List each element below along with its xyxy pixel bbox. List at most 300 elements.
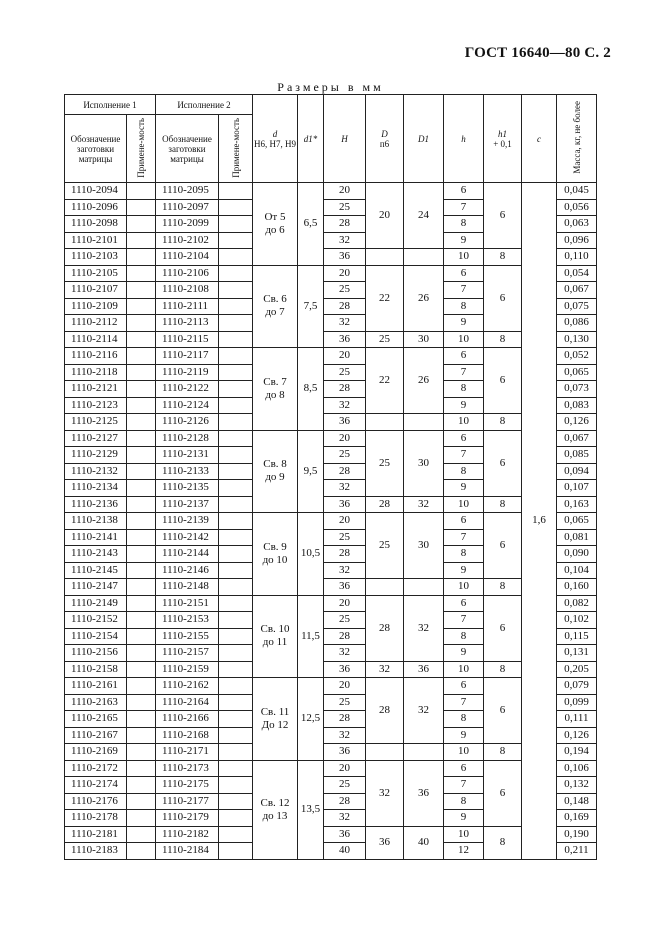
D-value: 28 <box>366 496 404 513</box>
h-value: 8 <box>444 793 484 810</box>
d1-value: 6,5 <box>298 183 324 266</box>
designation-1: 1110-2174 <box>65 777 127 794</box>
mass-value: 0,073 <box>557 381 597 398</box>
designation-1: 1110-2176 <box>65 793 127 810</box>
mass-value: 0,083 <box>557 397 597 414</box>
d-range: Св. 9 до 10 <box>253 513 298 596</box>
table-row <box>65 496 597 513</box>
h-value: 9 <box>444 315 484 332</box>
H-value: 20 <box>324 595 366 612</box>
designation-2: 1110-2097 <box>156 199 219 216</box>
applicability-2 <box>219 727 253 744</box>
applicability-2 <box>219 546 253 563</box>
designation-2: 1110-2159 <box>156 661 219 678</box>
mass-value: 0,132 <box>557 777 597 794</box>
designation-2: 1110-2108 <box>156 282 219 299</box>
applicability-2 <box>219 595 253 612</box>
h-value: 7 <box>444 282 484 299</box>
designation-2: 1110-2173 <box>156 760 219 777</box>
D-value <box>366 414 404 431</box>
designation-2: 1110-2164 <box>156 694 219 711</box>
applicability-1 <box>127 282 156 299</box>
table-row <box>65 331 597 348</box>
h1-value: 6 <box>484 678 522 744</box>
H-value: 40 <box>324 843 366 860</box>
mass-value: 0,106 <box>557 760 597 777</box>
applicability-2 <box>219 777 253 794</box>
designation-1: 1110-2127 <box>65 430 127 447</box>
D1-value: 40 <box>404 826 444 859</box>
H-value: 36 <box>324 496 366 513</box>
applicability-1 <box>127 529 156 546</box>
applicability-1 <box>127 463 156 480</box>
designation-1: 1110-2134 <box>65 480 127 497</box>
mass-value: 0,131 <box>557 645 597 662</box>
applicability-2 <box>219 381 253 398</box>
mass-value: 0,082 <box>557 595 597 612</box>
d1-value: 9,5 <box>298 430 324 513</box>
designation-1: 1110-2165 <box>65 711 127 728</box>
header-h1: h1 + 0,1 <box>484 95 522 183</box>
h-value: 7 <box>444 694 484 711</box>
D1-value: 30 <box>404 331 444 348</box>
H-value: 25 <box>324 529 366 546</box>
H-value: 32 <box>324 480 366 497</box>
applicability-1 <box>127 232 156 249</box>
applicability-1 <box>127 496 156 513</box>
H-value: 20 <box>324 760 366 777</box>
designation-2: 1110-2104 <box>156 249 219 266</box>
h-value: 7 <box>444 529 484 546</box>
designation-1: 1110-2129 <box>65 447 127 464</box>
H-value: 25 <box>324 612 366 629</box>
table-row <box>65 744 597 761</box>
applicability-1 <box>127 661 156 678</box>
applicability-1 <box>127 513 156 530</box>
applicability-2 <box>219 678 253 695</box>
D-value: 22 <box>366 348 404 414</box>
applicability-2 <box>219 447 253 464</box>
H-value: 25 <box>324 694 366 711</box>
D-value: 28 <box>366 678 404 744</box>
mass-value: 0,110 <box>557 249 597 266</box>
designation-1: 1110-2178 <box>65 810 127 827</box>
designation-2: 1110-2166 <box>156 711 219 728</box>
designation-2: 1110-2102 <box>156 232 219 249</box>
D1-value <box>404 744 444 761</box>
designation-1: 1110-2109 <box>65 298 127 315</box>
h-value: 10 <box>444 744 484 761</box>
designation-1: 1110-2183 <box>65 843 127 860</box>
h-value: 6 <box>444 595 484 612</box>
H-value: 36 <box>324 414 366 431</box>
h-value: 7 <box>444 364 484 381</box>
designation-1: 1110-2145 <box>65 562 127 579</box>
applicability-2 <box>219 628 253 645</box>
applicability-2 <box>219 645 253 662</box>
applicability-1 <box>127 760 156 777</box>
h1-value: 6 <box>484 760 522 826</box>
d-range: Св. 6 до 7 <box>253 265 298 348</box>
D1-value: 30 <box>404 513 444 579</box>
H-value: 25 <box>324 364 366 381</box>
units-caption: Размеры в мм <box>277 80 384 94</box>
d1-value: 11,5 <box>298 595 324 678</box>
mass-value: 0,056 <box>557 199 597 216</box>
H-value: 25 <box>324 199 366 216</box>
D1-value: 32 <box>404 496 444 513</box>
d1-value: 7,5 <box>298 265 324 348</box>
table-row <box>65 348 597 365</box>
table-row <box>65 678 597 695</box>
designation-2: 1110-2119 <box>156 364 219 381</box>
designation-2: 1110-2117 <box>156 348 219 365</box>
applicability-2 <box>219 496 253 513</box>
mass-value: 0,148 <box>557 793 597 810</box>
designation-1: 1110-2138 <box>65 513 127 530</box>
applicability-2 <box>219 348 253 365</box>
h-value: 6 <box>444 678 484 695</box>
mass-value: 0,111 <box>557 711 597 728</box>
mass-value: 0,169 <box>557 810 597 827</box>
H-value: 36 <box>324 661 366 678</box>
h1-value: 8 <box>484 331 522 348</box>
header-D1: D1 <box>404 95 444 183</box>
applicability-1 <box>127 826 156 843</box>
designation-1: 1110-2136 <box>65 496 127 513</box>
designation-1: 1110-2156 <box>65 645 127 662</box>
h-value: 9 <box>444 397 484 414</box>
D1-value: 36 <box>404 661 444 678</box>
mass-value: 0,063 <box>557 216 597 233</box>
h1-value: 6 <box>484 430 522 496</box>
designation-2: 1110-2124 <box>156 397 219 414</box>
applicability-2 <box>219 661 253 678</box>
table-row <box>65 661 597 678</box>
applicability-1 <box>127 645 156 662</box>
designation-2: 1110-2182 <box>156 826 219 843</box>
H-value: 36 <box>324 744 366 761</box>
h-value: 9 <box>444 727 484 744</box>
applicability-2 <box>219 744 253 761</box>
H-value: 36 <box>324 826 366 843</box>
header-D: D п6 <box>366 95 404 183</box>
header-applicability-2: Примене-мость <box>219 115 253 183</box>
h-value: 6 <box>444 430 484 447</box>
D-value: 32 <box>366 661 404 678</box>
designation-2: 1110-2133 <box>156 463 219 480</box>
D1-value: 32 <box>404 595 444 661</box>
designation-2: 1110-2137 <box>156 496 219 513</box>
designation-2: 1110-2131 <box>156 447 219 464</box>
header-mass: Масса, кг, не более <box>557 95 597 183</box>
table-row <box>65 595 597 612</box>
H-value: 20 <box>324 183 366 200</box>
h1-value: 6 <box>484 595 522 661</box>
H-value: 32 <box>324 562 366 579</box>
applicability-2 <box>219 579 253 596</box>
D-value: 22 <box>366 265 404 331</box>
designation-2: 1110-2151 <box>156 595 219 612</box>
mass-value: 0,096 <box>557 232 597 249</box>
D-value: 32 <box>366 760 404 826</box>
H-value: 32 <box>324 315 366 332</box>
table-row <box>65 249 597 266</box>
mass-value: 0,130 <box>557 331 597 348</box>
designation-2: 1110-2162 <box>156 678 219 695</box>
h1-value: 8 <box>484 496 522 513</box>
h-value: 10 <box>444 496 484 513</box>
designation-2: 1110-2157 <box>156 645 219 662</box>
h-value: 6 <box>444 265 484 282</box>
applicability-2 <box>219 612 253 629</box>
mass-value: 0,194 <box>557 744 597 761</box>
H-value: 28 <box>324 216 366 233</box>
h-value: 8 <box>444 298 484 315</box>
designation-2: 1110-2155 <box>156 628 219 645</box>
H-value: 36 <box>324 331 366 348</box>
designation-1: 1110-2132 <box>65 463 127 480</box>
H-value: 28 <box>324 628 366 645</box>
h-value: 6 <box>444 348 484 365</box>
applicability-2 <box>219 331 253 348</box>
mass-value: 0,065 <box>557 513 597 530</box>
H-value: 20 <box>324 678 366 695</box>
applicability-1 <box>127 810 156 827</box>
h-value: 10 <box>444 331 484 348</box>
applicability-1 <box>127 727 156 744</box>
h1-value: 8 <box>484 579 522 596</box>
D1-value: 26 <box>404 348 444 414</box>
H-value: 32 <box>324 232 366 249</box>
h1-value: 6 <box>484 348 522 414</box>
designation-1: 1110-2103 <box>65 249 127 266</box>
applicability-1 <box>127 777 156 794</box>
h1-value: 6 <box>484 513 522 579</box>
applicability-2 <box>219 397 253 414</box>
applicability-2 <box>219 414 253 431</box>
h-value: 9 <box>444 645 484 662</box>
h-value: 7 <box>444 447 484 464</box>
mass-value: 0,160 <box>557 579 597 596</box>
designation-2: 1110-2126 <box>156 414 219 431</box>
h-value: 8 <box>444 711 484 728</box>
mass-value: 0,104 <box>557 562 597 579</box>
h-value: 10 <box>444 414 484 431</box>
applicability-1 <box>127 579 156 596</box>
designation-2: 1110-2177 <box>156 793 219 810</box>
h-value: 6 <box>444 183 484 200</box>
D1-value: 36 <box>404 760 444 826</box>
H-value: 20 <box>324 265 366 282</box>
designation-2: 1110-2184 <box>156 843 219 860</box>
designation-2: 1110-2148 <box>156 579 219 596</box>
d-range: Св. 11 До 12 <box>253 678 298 761</box>
H-value: 20 <box>324 430 366 447</box>
mass-value: 0,067 <box>557 430 597 447</box>
H-value: 28 <box>324 381 366 398</box>
mass-value: 0,085 <box>557 447 597 464</box>
D-value: 25 <box>366 331 404 348</box>
H-value: 28 <box>324 711 366 728</box>
c-value: 1,6 <box>522 183 557 860</box>
h-value: 8 <box>444 381 484 398</box>
header-h: h <box>444 95 484 183</box>
h-value: 12 <box>444 843 484 860</box>
h-value: 9 <box>444 480 484 497</box>
designation-1: 1110-2101 <box>65 232 127 249</box>
designation-1: 1110-2118 <box>65 364 127 381</box>
h-value: 10 <box>444 579 484 596</box>
applicability-2 <box>219 843 253 860</box>
header-designation-1: Обозначение заготовки матрицы <box>65 115 127 183</box>
designation-1: 1110-2107 <box>65 282 127 299</box>
mass-value: 0,211 <box>557 843 597 860</box>
table-body <box>65 183 597 860</box>
h1-value: 6 <box>484 265 522 331</box>
dimensions-table <box>64 94 597 860</box>
designation-1: 1110-2116 <box>65 348 127 365</box>
designation-2: 1110-2179 <box>156 810 219 827</box>
designation-1: 1110-2105 <box>65 265 127 282</box>
header-exec1: Исполнение 1 <box>65 95 156 115</box>
h-value: 10 <box>444 826 484 843</box>
mass-value: 0,094 <box>557 463 597 480</box>
H-value: 36 <box>324 579 366 596</box>
mass-value: 0,075 <box>557 298 597 315</box>
h1-value: 8 <box>484 661 522 678</box>
designation-1: 1110-2161 <box>65 678 127 695</box>
mass-value: 0,163 <box>557 496 597 513</box>
H-value: 32 <box>324 645 366 662</box>
applicability-1 <box>127 595 156 612</box>
H-value: 28 <box>324 463 366 480</box>
applicability-2 <box>219 199 253 216</box>
applicability-2 <box>219 694 253 711</box>
mass-value: 0,086 <box>557 315 597 332</box>
H-value: 25 <box>324 282 366 299</box>
H-value: 28 <box>324 298 366 315</box>
h1-value: 8 <box>484 744 522 761</box>
d1-value: 8,5 <box>298 348 324 431</box>
D-value: 25 <box>366 430 404 496</box>
designation-2: 1110-2095 <box>156 183 219 200</box>
applicability-2 <box>219 216 253 233</box>
table-row <box>65 826 597 843</box>
mass-value: 0,065 <box>557 364 597 381</box>
d1-value: 12,5 <box>298 678 324 761</box>
applicability-1 <box>127 249 156 266</box>
h1-value: 8 <box>484 826 522 859</box>
applicability-1 <box>127 265 156 282</box>
D1-value <box>404 249 444 266</box>
H-value: 20 <box>324 513 366 530</box>
mass-value: 0,102 <box>557 612 597 629</box>
applicability-2 <box>219 364 253 381</box>
mass-value: 0,067 <box>557 282 597 299</box>
mass-value: 0,045 <box>557 183 597 200</box>
mass-value: 0,079 <box>557 678 597 695</box>
designation-1: 1110-2158 <box>65 661 127 678</box>
designation-1: 1110-2125 <box>65 414 127 431</box>
designation-1: 1110-2098 <box>65 216 127 233</box>
designation-2: 1110-2128 <box>156 430 219 447</box>
D-value: 36 <box>366 826 404 859</box>
applicability-1 <box>127 793 156 810</box>
mass-value: 0,054 <box>557 265 597 282</box>
h-value: 7 <box>444 199 484 216</box>
applicability-2 <box>219 265 253 282</box>
designation-2: 1110-2099 <box>156 216 219 233</box>
designation-1: 1110-2112 <box>65 315 127 332</box>
applicability-1 <box>127 546 156 563</box>
applicability-1 <box>127 628 156 645</box>
header-designation-2: Обозначение заготовки матрицы <box>156 115 219 183</box>
designation-2: 1110-2144 <box>156 546 219 563</box>
applicability-2 <box>219 529 253 546</box>
designation-1: 1110-2147 <box>65 579 127 596</box>
designation-1: 1110-2143 <box>65 546 127 563</box>
designation-1: 1110-2096 <box>65 199 127 216</box>
mass-value: 0,115 <box>557 628 597 645</box>
D1-value <box>404 414 444 431</box>
d-range: Св. 12 до 13 <box>253 760 298 859</box>
mass-value: 0,205 <box>557 661 597 678</box>
h-value: 9 <box>444 232 484 249</box>
applicability-1 <box>127 315 156 332</box>
header-applicability-1: Примене-мость <box>127 115 156 183</box>
d-range: От 5 до 6 <box>253 183 298 266</box>
h-value: 8 <box>444 216 484 233</box>
designation-2: 1110-2146 <box>156 562 219 579</box>
H-value: 32 <box>324 727 366 744</box>
d-range: Св. 8 до 9 <box>253 430 298 513</box>
applicability-2 <box>219 711 253 728</box>
designation-1: 1110-2152 <box>65 612 127 629</box>
designation-2: 1110-2153 <box>156 612 219 629</box>
applicability-1 <box>127 612 156 629</box>
D-value <box>366 579 404 596</box>
D1-value <box>404 579 444 596</box>
designation-2: 1110-2168 <box>156 727 219 744</box>
mass-value: 0,190 <box>557 826 597 843</box>
H-value: 28 <box>324 546 366 563</box>
applicability-1 <box>127 414 156 431</box>
applicability-2 <box>219 463 253 480</box>
d1-value: 10,5 <box>298 513 324 596</box>
h-value: 9 <box>444 810 484 827</box>
applicability-2 <box>219 793 253 810</box>
mass-value: 0,052 <box>557 348 597 365</box>
h-value: 8 <box>444 546 484 563</box>
designation-2: 1110-2111 <box>156 298 219 315</box>
designation-1: 1110-2163 <box>65 694 127 711</box>
h-value: 8 <box>444 463 484 480</box>
d1-value: 13,5 <box>298 760 324 859</box>
table-row <box>65 265 597 282</box>
document-reference: ГОСТ 16640—80 С. 2 <box>464 45 611 61</box>
applicability-1 <box>127 694 156 711</box>
d-range: Св. 10 до 11 <box>253 595 298 678</box>
designation-1: 1110-2181 <box>65 826 127 843</box>
h-value: 10 <box>444 249 484 266</box>
applicability-2 <box>219 562 253 579</box>
applicability-2 <box>219 315 253 332</box>
applicability-1 <box>127 678 156 695</box>
applicability-2 <box>219 298 253 315</box>
designation-2: 1110-2139 <box>156 513 219 530</box>
applicability-2 <box>219 430 253 447</box>
